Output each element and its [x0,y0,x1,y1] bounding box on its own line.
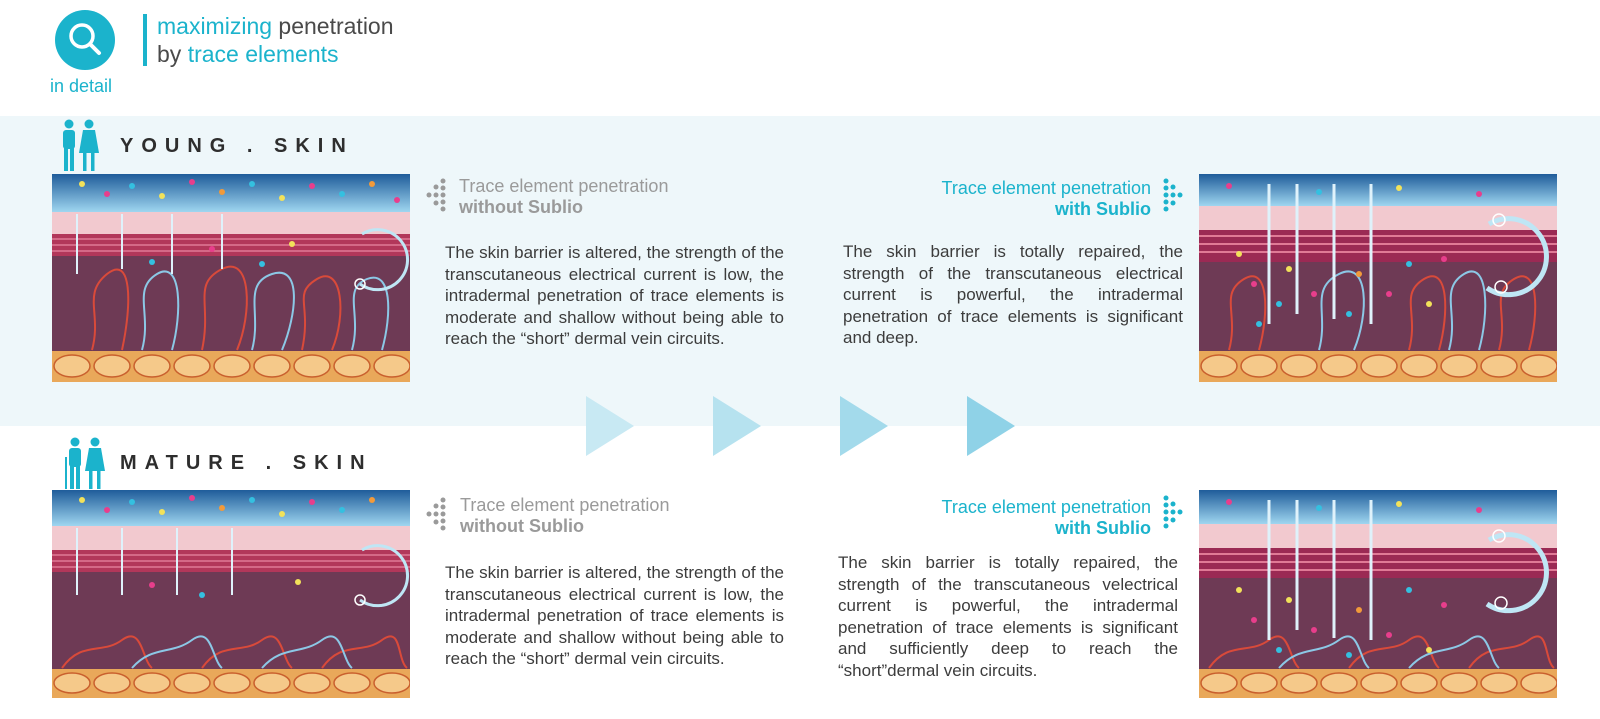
skin-cross-section-young-without [52,174,410,382]
progress-arrow-icon [586,396,636,456]
panel-heading-line-1: Trace element penetration [460,495,670,515]
page-title-line-2 [157,40,339,68]
dots-icon [1160,178,1184,214]
title-accent-word: trace elements [187,41,339,67]
elderly-couple-icon [64,437,106,491]
panel-heading-line-1: Trace element penetration [941,178,1151,198]
title-word: penetration [278,13,394,39]
young-with-description: The skin barrier is totally repaired, the strength of the transcutaneous electrical current is powerful, the intradermal penetration of trace elements is significant and deep. [843,242,1183,347]
skin-cross-section-young-with [1199,174,1557,382]
title-accent-word: maximizing [157,13,273,39]
skin-cross-section-mature-without [52,490,410,698]
dots-icon [425,497,449,533]
progress-arrow-icon [967,396,1017,456]
panel-heading-line-2: without Sublio [460,516,584,536]
title-word: by [157,41,182,67]
panel-heading-line-2: with Sublio [1055,199,1151,219]
young-without-description: The skin barrier is altered, the strength of the transcutaneous electrical current is low, the intradermal penetration of trace elements is moderate and shallow without being able to reach the “short” dermal vein circuits. [445,243,784,348]
dots-icon [425,178,449,214]
progress-arrow-icon [713,396,763,456]
panel-heading-line-1: Trace element penetration [459,176,669,196]
search-icon [55,10,115,70]
mature-without-description: The skin barrier is altered, the strength of the transcutaneous electrical current is low, the intradermal penetration of trace elements is moderate and shallow without being able to reach the “short” dermal vein circuits. [445,563,784,668]
mature-with-description: The skin barrier is totally repaired, the strength of the transcutaneous velectrical current is powerful, the intradermal penetration of trace elements is significant and sufficiently deep to reach the “short”dermal vein circuits. [838,553,1178,680]
dots-icon [1160,495,1184,531]
progress-arrow-icon [840,396,890,456]
panel-heading-line-2: without Sublio [459,197,583,217]
page-title-line-1 [157,12,394,40]
section-title-young: YOUNG . SKIN [120,135,354,157]
skin-cross-section-mature-with [1199,490,1557,698]
title-accent-bar [143,14,147,66]
panel-heading-line-2: with Sublio [1055,518,1151,538]
section-title-mature: MATURE . SKIN [120,452,373,474]
young-couple-icon [58,119,100,173]
in-detail-caption: in detail [50,76,113,96]
panel-heading-line-1: Trace element penetration [941,497,1151,517]
